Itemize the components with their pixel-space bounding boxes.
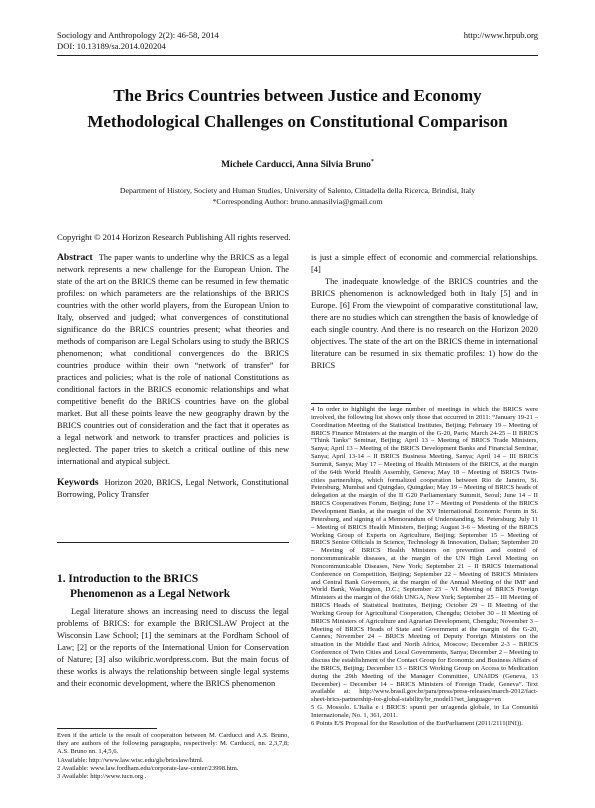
- author-mark: *: [370, 159, 374, 165]
- footnotes-right: [311, 406, 538, 728]
- copyright: Copyright © 2014 Horizon Research Publishing All rights reserved.: [57, 232, 291, 242]
- section-divider: [57, 542, 289, 543]
- footnote-authorship: Even if the article is the result of cooperation between M. Carducci and A.S. Bruno, they are authors of the following paragraphs, respectively: M. Carducci, nn. 2,3,7,8; A.S. Bruno nn. 1,4,5,6.: [57, 732, 289, 756]
- title-line-2: Methodological Challenges on Constitutional Comparison: [87, 112, 508, 131]
- footnote-3: 3 Available: http://www.iucn.org .: [57, 773, 147, 781]
- footnote-rule-left: [57, 728, 157, 729]
- paper-title: [57, 83, 538, 135]
- footnotes-left: [57, 732, 289, 781]
- affiliation: Department of History, Society and Human Studies, University of Salento, Cittadella della Ricerca, Brindisi, Italy: [119, 186, 476, 195]
- keywords: [57, 477, 289, 501]
- footnote-2: 2 Available: www.law.fordham.edu/corporate-law-center/23998.htm.: [57, 764, 239, 772]
- intro-section: [57, 606, 289, 690]
- section-title-a: Introduction to the BRICS: [68, 573, 199, 585]
- intro-paragraph: Legal literature shows an increasing need to discuss the legal problems of BRICS: for example the BRICSLAW Project at the Wisconsin Law School; [1] the seminars at the Fordham School of Law; [2] or the reports of the International Union for Conservation of Nature; [3] also wikibric.wordpress.com. But the main focus of these works is always the relationship between single legal systems and their economic development, where the BRICS phenomenon: [57, 607, 289, 688]
- authors: [57, 159, 538, 170]
- section-heading: [57, 572, 289, 602]
- keywords-label: Keywords: [57, 477, 99, 488]
- journal-url[interactable]: http://www.hrpub.org: [463, 30, 538, 40]
- footnote-rule-right: [311, 403, 411, 404]
- footnote-6: 6 Points E/S Proposal for the Resolution of the EurParliament (2011/2111(INI)).: [311, 719, 523, 727]
- abstract: [57, 252, 289, 468]
- journal-info: [57, 30, 219, 52]
- journal-citation: Sociology and Anthropology 2(2): 46-58, 2014: [57, 30, 219, 40]
- section-number: 1.: [57, 573, 66, 585]
- corresponding-author: *Corresponding Author: bruno.annasilvia@gmail.com: [212, 196, 383, 206]
- right-paragraph-2: The inadequate knowledge of the BRICS countries and the BRICS phenomenon is acknowledged both in Italy [5] and in Europe. [6] From the viewpoint of comparative constitutional law, there are no studies which can strengthen the basis of knowledge of each single country. And there is no research on the Horizon 2020 objectives. The state of the art on the BRICS theme in international literature can be resumed in six thematic profiles: 1) how do the BRICS: [311, 277, 538, 370]
- affiliation-block: [57, 186, 538, 207]
- left-column: [57, 252, 289, 501]
- section-title-b: Phenomenon as a Legal Network: [70, 588, 231, 600]
- abstract-text: The paper wants to underline why the BRICS as a legal network represents a new challenge for the European Union. The state of the art on the BRICS theme can be resumed in few thematic profiles: on which parameters are the relationships of the BRICS countries with the other world players, from the European Union to Italy, observed and judged; what convergences of constitutional significance do the BRICS countries present; what theories and methods of comparison are Legal Scholars using to study the BRICS phenomenon; what conditional convergences do the BRICS countries produce within their own “network of transfer” for practices and policies; what is the role of national Constitutions as conditional factors in the BRICS economic relationships and what competitive benefit do the BRICS countries have on the global market. But all these points leave the new geography drawn by the BRICS countries out of consideration and the fact that it operates as a legal network and network to transfer practices and policies is neglected. The paper tries to sketch a critical outline of this new international and atypical subject.: [57, 253, 289, 466]
- header-rule: [57, 55, 538, 56]
- author-names: Michele Carducci, Anna Silvia Bruno: [221, 160, 371, 171]
- footnote-4: 4 In order to highlight the large number of meetings in which the BRICS were involved, the following list shows only those that occurred in 2011: “January 19-21 – Coordination Meeting of the Statistical Institutes, Beijing; February 19 – Meeting of BRICS Finance Ministers at the margin of the G-20, Paris; March 24-25 – II BRICS "Think Tanks" Seminar, Beijing; April 13 – Meeting of BRICS Trade Ministers, Sanya; April 13 – Meeting of the BRICS Development Banks and Financial Seminar, Sanya; April 13-14 – II BRICS Business Meeting, Sanya; April 14 – III BRICS Summit, Sanya; May 17 – Meeting of Health Ministers of the BRICS, at the margin of the 64th World Health Assembly, Geneva; May 18 – Meeting of BRICS Twin-cities partnerships, which formalized cooperation between Rio de Janeiro, St. Petersburg, Mumbai and Quingdao, Quingdao; May 19 – Meeting of BRICS heads of delegation at the margin of the II G20 Parliamentary Summit, Seoul; June 14 – II BRICS Cooperatives Forum, Beijing; June 17 – Meeting of Presidents of the BRICS Development Banks, at the margin of the XV International Economic Forum in St. Petersburg, and signing of a Memorandum of Understanding, St. Petersburg; July 11 – Meeting of BRICS Health Ministers, Beijing; August 3-6 – Meeting of the BRICS Working Group of Experts on Agriculture, Beijing; September 15 – Meeting of BRICS Senior Officials in Science, Technology & Innovation, Dalian; September 20 – Meeting of BRICS Health Ministers on prevention and control of noncommunicable diseases, at the margin of the UN High Level Meeting on Noncommunicable Diseases, New York; September 21 – II BRICS International Conference on Competition, Beijing; September 22 – Meeting of BRICS Ministers and Central Bank Governors, at the margin of the Annual Meeting of the IMF and World Bank, Washington, D.C.; September 23 – VI Meeting of BRICS Foreign Ministers at the margin of the 66th UNGA, New York; September 25 – III Meeting of BRICS Heads of Statistical Institutes, Beijing; October 29 – II Meeting of the Working Group for Agricultural Cooperation, Chengdu; October 30 – II Meeting of BRICS Ministers of Agriculture and Agrarian Development, Chengdu; November 3 – Meeting of BRICS Heads of State and Government at the margin of the G-20, Cannes; November 24 – BRICS Meeting of Deputy Foreign Ministers on the situation in the Middle East and North Africa, Moscow; December 2-3 – BRICS Conference of Twin Cities and Local Governments, Sanya; December 2 – Meeting to discuss the establishment of the Contact Group for Economic and Business Affairs of the BRICS, Beijing; December 13 – BRICS Working Group on Access to Medication during the 29th Meeting of the Manager Committee, UNAIDS (Geneva, 13 December) – December 14 – BRICS Ministers of Foreign Trade, Geneva”. Text available at: http://www.brasil.gov.br/para/press/press-releases/march-2012/fact-sheet-brics-partnership-for-global-stability/br_model1?set_language=en: [311, 406, 538, 704]
- abstract-label: Abstract: [57, 252, 93, 263]
- right-paragraph-1: is just a simple effect of economic and commercial relationships. [4]: [311, 253, 538, 274]
- title-line-1: The Brics Countries between Justice and Economy: [113, 86, 482, 105]
- doi: DOI: 10.13189/sa.2014.020204: [57, 41, 166, 51]
- footnote-1: 1Available: http://www.law.wisc.edu/gls/bricslaw/html.: [57, 756, 204, 764]
- keywords-text: Horizon 2020, BRICS, Legal Network, Constitutional Borrowing, Policy Transfer: [57, 478, 289, 499]
- footnote-5: 5 G. Mossolo. L'Italia e i BRICS: spunti per un'agenda globale, in La Comunità Internazionale, No. 1, 361, 2011.: [311, 704, 538, 719]
- right-column: [311, 252, 538, 372]
